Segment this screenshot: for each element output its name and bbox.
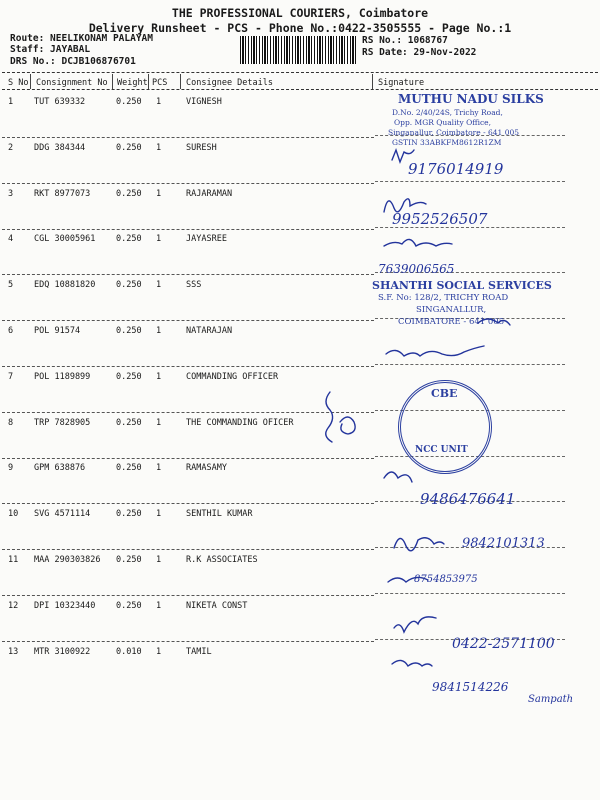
cell-consignment: POL 1189899 — [34, 371, 91, 382]
shanthi-stamp-line: COIMBATORE - 641 005 — [398, 317, 505, 327]
cell-consignee: RAJARAMAN — [186, 188, 233, 199]
cell-consignee: JAYASREE — [186, 234, 227, 245]
rs-date: RS Date: 29-Nov-2022 — [362, 47, 477, 58]
col-header-signature: Signature — [378, 78, 425, 88]
cell-consignment: DDG 384344 — [34, 142, 86, 153]
muthu-stamp-line: D.No. 2/40/24S, Trichy Road, — [392, 108, 503, 117]
cell-weight: 0.250 — [116, 97, 142, 107]
signature-phone-12: 0422-2571100 — [452, 636, 555, 652]
cell-consignee: VIGNESH — [186, 97, 222, 107]
muthu-stamp-title: MUTHU NADU SILKS — [398, 92, 544, 106]
signature-phone-9: 9486476641 — [420, 490, 516, 508]
cell-consignee: NIKETA CONST — [186, 600, 248, 611]
col-header-weight: Weight — [117, 78, 148, 88]
company-title: THE PROFESSIONAL COURIERS, Coimbatore — [171, 6, 429, 20]
cell-weight: 0.250 — [116, 600, 142, 611]
cell-pcs: 1 — [156, 326, 162, 336]
cell-sno: 10 — [8, 509, 19, 520]
signature-phone-11: 8754853975 — [414, 574, 478, 585]
runsheet-subtitle: Delivery Runsheet - PCS - Phone No.:0422-3505555 - Page No.:1 — [88, 21, 512, 35]
drs-number: DRS No.: DCJB106876701 — [10, 56, 136, 67]
cell-sno: 7 — [8, 371, 14, 382]
cell-weight: 0.250 — [116, 509, 142, 520]
cell-sno: 6 — [8, 326, 14, 336]
cell-pcs: 1 — [156, 142, 162, 153]
signature-phone-3: 9952526507 — [392, 210, 488, 228]
cell-sno: 13 — [8, 646, 19, 657]
cell-sno: 4 — [8, 234, 14, 245]
cell-consignment: DPI 10323440 — [34, 600, 96, 611]
cell-consignee: RAMASAMY — [186, 463, 227, 474]
cell-weight: 0.250 — [116, 326, 142, 336]
cell-sno: 9 — [8, 463, 14, 474]
cell-weight: 0.010 — [116, 646, 142, 657]
cell-sno: 1 — [8, 97, 14, 107]
cell-consignment: TUT 639332 — [34, 97, 86, 107]
cell-pcs: 1 — [156, 555, 162, 565]
col-header-sno: S No — [8, 78, 29, 88]
cell-consignment: CGL 30005961 — [34, 234, 96, 245]
cell-consignment: TRP 7828905 — [34, 417, 91, 428]
rs-number: RS No.: 1068767 — [362, 35, 448, 46]
cell-pcs: 1 — [156, 646, 162, 657]
muthu-stamp-line: Singanallur, Coimbatore - 641 005 — [388, 128, 520, 137]
cell-consignment: EDQ 10881820 — [34, 280, 96, 291]
cell-weight: 0.250 — [116, 555, 142, 565]
cell-sno: 12 — [8, 600, 19, 611]
cell-sno: 2 — [8, 142, 14, 153]
cell-consignee: SURESH — [186, 142, 217, 153]
round-seal-text: NCC UNIT — [415, 445, 468, 455]
cell-consignment: MAA 290303826 — [34, 555, 101, 565]
cell-pcs: 1 — [156, 234, 162, 245]
cell-weight: 0.250 — [116, 234, 142, 245]
cell-pcs: 1 — [156, 417, 162, 428]
cell-weight: 0.250 — [116, 371, 142, 382]
cell-pcs: 1 — [156, 280, 162, 291]
cell-consignee: SSS — [186, 280, 202, 291]
cell-pcs: 1 — [156, 188, 162, 199]
cell-sno: 5 — [8, 280, 14, 291]
signature-name-13: Sampath — [528, 694, 574, 705]
signature-phone-4: 7639006565 — [378, 262, 455, 276]
cell-consignment: MTR 3100922 — [34, 646, 91, 657]
cell-pcs: 1 — [156, 509, 162, 520]
cell-sno: 8 — [8, 417, 14, 428]
shanthi-stamp-line: SINGANALLUR, — [416, 305, 487, 315]
cell-weight: 0.250 — [116, 417, 142, 428]
cell-consignee: THE COMMANDING OFICER — [186, 417, 294, 428]
signature-phone-10: 9842101313 — [462, 536, 545, 551]
col-header-consignee: Consignee Details — [186, 78, 273, 88]
muthu-stamp-line: Opp. MGR Quality Office, — [394, 118, 492, 127]
cell-weight: 0.250 — [116, 280, 142, 291]
shanthi-stamp-title: SHANTHI SOCIAL SERVICES — [372, 279, 552, 292]
muthu-stamp-gstin: GSTIN 33ABKFM8612R1ZM — [392, 138, 502, 147]
round-seal-top: CBE — [431, 387, 458, 400]
cell-sno: 3 — [8, 188, 14, 199]
cell-consignee: SENTHIL KUMAR — [186, 509, 253, 520]
col-header-pcs: PCS — [152, 78, 168, 88]
cell-consignment: GPM 638876 — [34, 463, 86, 474]
staff-label: Staff: JAYABAL — [10, 44, 91, 55]
cell-consignment: SVG 4571114 — [34, 509, 91, 520]
cell-consignment: RKT 8977073 — [34, 188, 91, 199]
cell-pcs: 1 — [156, 600, 162, 611]
cell-weight: 0.250 — [116, 142, 142, 153]
cell-consignment: POL 91574 — [34, 326, 81, 336]
signature-phone-2: 9176014919 — [408, 160, 504, 178]
cell-consignee: NATARAJAN — [186, 326, 233, 336]
shanthi-stamp-line: S.F. No: 128/2, TRICHY ROAD — [378, 293, 509, 303]
cell-pcs: 1 — [156, 371, 162, 382]
cell-sno: 11 — [8, 555, 19, 565]
route-label: Route: NEELIKONAM PALAYAM — [10, 33, 153, 44]
cell-consignee: TAMIL — [186, 646, 212, 657]
signature-phone-13: 9841514226 — [432, 680, 509, 694]
cell-weight: 0.250 — [116, 463, 142, 474]
col-header-consignment: Consignment No — [36, 78, 108, 88]
cell-pcs: 1 — [156, 97, 162, 107]
cell-consignee: COMMANDING OFFICER — [186, 371, 279, 382]
cell-weight: 0.250 — [116, 188, 142, 199]
cell-consignee: R.K ASSOCIATES — [186, 555, 258, 565]
cell-pcs: 1 — [156, 463, 162, 474]
